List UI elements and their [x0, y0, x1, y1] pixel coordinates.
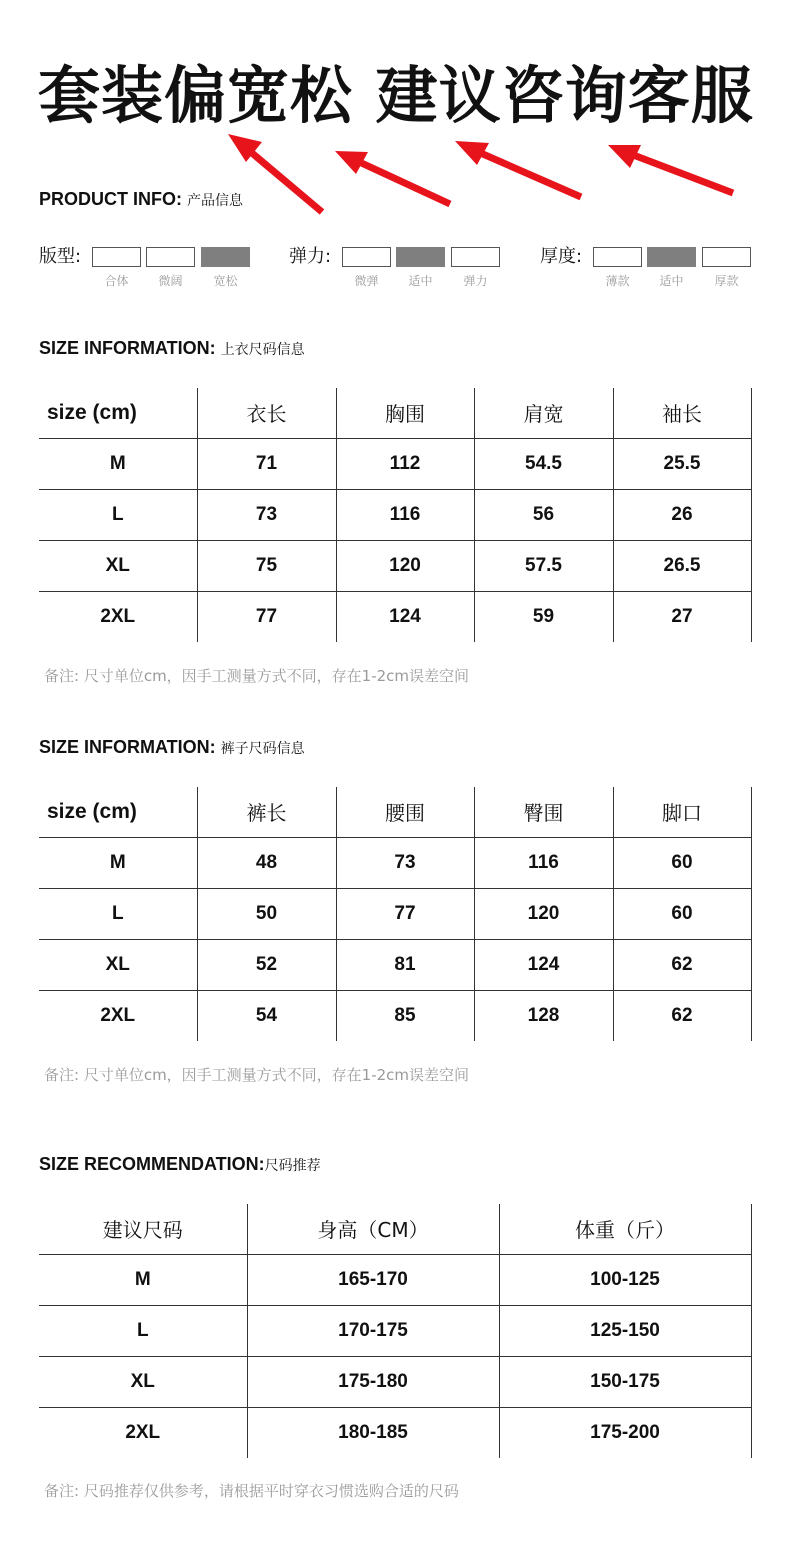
thickness-option-caption-3: 厚款 [714, 274, 739, 288]
table-row [39, 540, 751, 591]
table-cell: 60 [613, 888, 751, 939]
recommendation-subtitle: 尺码推荐 [264, 1158, 321, 1174]
table-cell: XL [39, 1356, 247, 1407]
table-header-cell: 肩宽 [474, 388, 613, 438]
fit-option-box-2 [146, 247, 195, 267]
thickness-option-box-2-selected [647, 247, 696, 267]
attr-fit [39, 242, 254, 292]
table-cell: 116 [336, 489, 474, 540]
pants-size-note: 备注: 尺寸单位cm，因手工测量方式不同，存在1-2cm误差空间 [44, 1066, 470, 1084]
table-header-cell: 建议尺码 [39, 1204, 247, 1254]
table-cell: 124 [474, 939, 613, 990]
elasticity-option-box-1 [342, 247, 391, 267]
table-cell: 62 [613, 939, 751, 990]
table-cell: 2XL [39, 1407, 247, 1458]
table-cell: 175-200 [499, 1407, 751, 1458]
table-cell: 125-150 [499, 1305, 751, 1356]
table-header-cell: 体重（斤） [499, 1204, 751, 1254]
thickness-option-caption-1: 薄款 [605, 274, 630, 288]
table-header-cell: 袖长 [613, 388, 751, 438]
table-header-cell: 脚口 [613, 787, 751, 837]
table-cell: 59 [474, 591, 613, 642]
table-cell: 2XL [39, 990, 197, 1041]
table-cell: 54.5 [474, 438, 613, 489]
table-row [39, 591, 751, 642]
table-header-cell: 胸围 [336, 388, 474, 438]
table-cell: 120 [336, 540, 474, 591]
arrow-4-icon [608, 145, 733, 193]
table-cell: 150-175 [499, 1356, 751, 1407]
recommendation-title: SIZE RECOMMENDATION: [39, 1154, 265, 1174]
table-cell: 48 [197, 837, 336, 888]
table-row [39, 438, 751, 489]
table-cell: 75 [197, 540, 336, 591]
thickness-option-box-1 [593, 247, 642, 267]
table-header-cell: 衣长 [197, 388, 336, 438]
pants-size-subtitle: 裤子尺码信息 [220, 741, 305, 757]
elasticity-option-box-3 [451, 247, 500, 267]
table-header-cell: 腰围 [336, 787, 474, 837]
table-row [39, 1356, 751, 1407]
pants-size-heading [39, 737, 305, 758]
product-info-heading [39, 189, 243, 210]
table-cell: 175-180 [247, 1356, 499, 1407]
arrow-2-icon [335, 151, 450, 204]
thickness-option-caption-2: 适中 [659, 274, 684, 288]
fit-option-box-1 [92, 247, 141, 267]
table-header-cell: size (cm) [39, 787, 197, 837]
attr-elasticity [289, 242, 504, 292]
fit-option-caption-1: 合体 [104, 274, 129, 288]
arrow-3-icon [455, 141, 581, 197]
pants-size-table [39, 787, 752, 1041]
table-header-row [39, 1204, 751, 1254]
attr-thickness [540, 242, 755, 292]
table-cell: 120 [474, 888, 613, 939]
table-cell: XL [39, 939, 197, 990]
attr-fit-label: 版型: [39, 246, 82, 267]
recommendation-heading [39, 1154, 321, 1175]
table-cell: 85 [336, 990, 474, 1041]
recommendation-note: 备注: 尺码推荐仅供参考，请根据平时穿衣习惯选购合适的尺码 [44, 1482, 459, 1500]
table-cell: M [39, 1254, 247, 1305]
table-row [39, 939, 751, 990]
table-row [39, 1407, 751, 1458]
table-row [39, 1305, 751, 1356]
fit-option-caption-3: 宽松 [213, 274, 238, 288]
product-info-title: PRODUCT INFO: [39, 189, 182, 209]
elasticity-option-caption-2: 适中 [408, 274, 433, 288]
elasticity-option-box-2-selected [396, 247, 445, 267]
top-size-title: SIZE INFORMATION: [39, 338, 216, 358]
table-cell: 116 [474, 837, 613, 888]
promo-banner-text: 套装偏宽松 建议咨询客服 [38, 59, 754, 132]
table-header-cell: 身高（CM） [247, 1204, 499, 1254]
table-header-cell: size (cm) [39, 388, 197, 438]
elasticity-option-caption-3: 弹力 [463, 274, 488, 288]
table-cell: 52 [197, 939, 336, 990]
table-header-row [39, 787, 751, 837]
table-cell: 112 [336, 438, 474, 489]
table-cell: 81 [336, 939, 474, 990]
fit-option-caption-2: 微阔 [158, 274, 183, 288]
top-size-heading [39, 338, 305, 359]
red-arrows-decoration [0, 120, 790, 230]
table-cell: 27 [613, 591, 751, 642]
table-cell: XL [39, 540, 197, 591]
table-cell: 60 [613, 837, 751, 888]
table-cell: 77 [336, 888, 474, 939]
table-row [39, 990, 751, 1041]
elasticity-option-caption-1: 微弹 [354, 274, 379, 288]
table-cell: 71 [197, 438, 336, 489]
table-row [39, 1254, 751, 1305]
table-cell: 56 [474, 489, 613, 540]
table-cell: 124 [336, 591, 474, 642]
top-size-note: 备注: 尺寸单位cm，因手工测量方式不同，存在1-2cm误差空间 [44, 667, 470, 685]
table-cell: 25.5 [613, 438, 751, 489]
thickness-option-box-3 [702, 247, 751, 267]
top-size-subtitle: 上衣尺码信息 [220, 342, 305, 358]
table-header-row [39, 388, 751, 438]
table-cell: 57.5 [474, 540, 613, 591]
product-info-subtitle: 产品信息 [187, 193, 244, 209]
top-size-table [39, 388, 752, 642]
table-cell: 26.5 [613, 540, 751, 591]
table-cell: L [39, 888, 197, 939]
table-cell: M [39, 438, 197, 489]
table-cell: M [39, 837, 197, 888]
table-cell: 50 [197, 888, 336, 939]
pants-size-title: SIZE INFORMATION: [39, 737, 216, 757]
attr-elasticity-label: 弹力: [289, 246, 332, 267]
table-cell: 26 [613, 489, 751, 540]
table-cell: 180-185 [247, 1407, 499, 1458]
recommendation-table [39, 1204, 752, 1458]
table-cell: 165-170 [247, 1254, 499, 1305]
table-cell: 2XL [39, 591, 197, 642]
table-row [39, 888, 751, 939]
attr-thickness-label: 厚度: [540, 246, 583, 267]
table-row [39, 837, 751, 888]
fit-option-box-3-selected [201, 247, 250, 267]
table-cell: 170-175 [247, 1305, 499, 1356]
table-cell: 77 [197, 591, 336, 642]
table-cell: L [39, 1305, 247, 1356]
table-cell: 128 [474, 990, 613, 1041]
table-row [39, 489, 751, 540]
table-header-cell: 臀围 [474, 787, 613, 837]
table-cell: 100-125 [499, 1254, 751, 1305]
table-cell: 73 [336, 837, 474, 888]
table-cell: 62 [613, 990, 751, 1041]
table-cell: 54 [197, 990, 336, 1041]
table-cell: L [39, 489, 197, 540]
table-header-cell: 裤长 [197, 787, 336, 837]
table-cell: 73 [197, 489, 336, 540]
